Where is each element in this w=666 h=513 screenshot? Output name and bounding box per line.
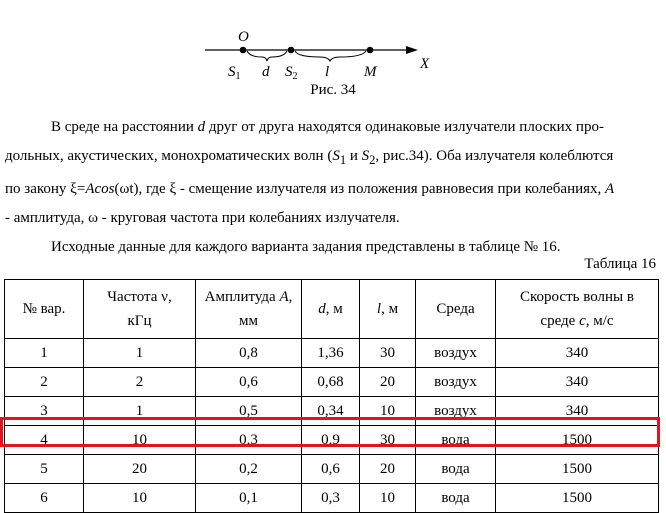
cell-frequency: 20	[84, 455, 196, 484]
header-variant: № вар.	[5, 280, 84, 339]
table-row-highlighted	[5, 426, 659, 455]
cell-amplitude: 0,1	[196, 484, 302, 513]
point-s2	[288, 47, 295, 54]
cell-speed: 340	[496, 339, 659, 368]
cell-variant: 4	[5, 426, 84, 455]
table-row	[5, 397, 659, 426]
d-brace	[247, 51, 287, 61]
para-line-3: по закону ξ=Acos(ωt), где ξ - смещение излучателя из положения равновесия при колебаниях, A	[5, 181, 615, 197]
cell-l: 10	[360, 484, 416, 513]
cell-medium: воздух	[416, 339, 496, 368]
point-m	[367, 47, 374, 54]
table-row	[5, 339, 659, 368]
table-row	[5, 484, 659, 513]
s2-label: $S_2$	[285, 64, 298, 82]
cell-speed: 1500	[496, 484, 659, 513]
cell-variant: 3	[5, 397, 84, 426]
cell-speed: 340	[496, 368, 659, 397]
cell-frequency: 1	[84, 397, 196, 426]
cell-amplitude: 0,2	[196, 455, 302, 484]
para-line-4: - амплитуда, ω - круговая частота при колебаниях излучателя.	[5, 210, 400, 226]
cell-variant: 2	[5, 368, 84, 397]
cell-l: 20	[360, 455, 416, 484]
header-frequency: Частота ν, кГц	[84, 280, 196, 339]
cell-d: 1,36	[302, 339, 360, 368]
header-d: d, м	[302, 280, 360, 339]
cell-amplitude: 0,6	[196, 368, 302, 397]
x-axis-arrow-icon	[406, 46, 418, 54]
cell-d: 0,9	[302, 426, 360, 455]
para-line-5: Исходные данные для каждого варианта задания представлены в таблице № 16.	[51, 239, 561, 255]
cell-variant: 6	[5, 484, 84, 513]
cell-medium: воздух	[416, 397, 496, 426]
m-label: M	[364, 64, 377, 80]
cell-frequency: 10	[84, 426, 196, 455]
point-s1	[240, 47, 247, 54]
cell-frequency: 10	[84, 484, 196, 513]
cell-amplitude: 0,5	[196, 397, 302, 426]
cell-d: 0,34	[302, 397, 360, 426]
cell-frequency: 2	[84, 368, 196, 397]
table-row	[5, 455, 659, 484]
data-table	[4, 279, 659, 513]
figure-caption: Рис. 34	[310, 82, 356, 98]
cell-frequency: 1	[84, 339, 196, 368]
header-amplitude: Амплитуда A, мм	[196, 280, 302, 339]
header-l: l, м	[360, 280, 416, 339]
axis-label: X	[420, 56, 430, 72]
l-label: l	[325, 64, 330, 80]
cell-medium: вода	[416, 426, 496, 455]
cell-amplitude: 0,8	[196, 339, 302, 368]
cell-speed: 1500	[496, 426, 659, 455]
cell-l: 20	[360, 368, 416, 397]
para-line-1: В среде на расстоянии d друг от друга находятся одинаковые излучатели плоских про-	[51, 119, 604, 135]
cell-speed: 340	[496, 397, 659, 426]
header-speed: Скорость волны в среде c, м/с	[496, 280, 659, 339]
cell-d: 0,68	[302, 368, 360, 397]
cell-medium: вода	[416, 484, 496, 513]
cell-speed: 1500	[496, 455, 659, 484]
origin-label: O	[238, 29, 249, 45]
table-row	[5, 368, 659, 397]
cell-l: 10	[360, 397, 416, 426]
cell-d: 0,6	[302, 455, 360, 484]
cell-variant: 1	[5, 339, 84, 368]
para-line-2: дольных, акустических, монохроматических волн ($S_1$ и $S_2$, рис.34). Оба излучателя колеблются	[5, 148, 614, 167]
table-title: Таблица 16	[584, 256, 656, 272]
d-label: d	[262, 64, 270, 80]
cell-medium: вода	[416, 455, 496, 484]
problem-paragraph	[5, 113, 655, 262]
l-brace	[295, 51, 366, 61]
header-medium: Среда	[416, 280, 496, 339]
cell-l: 30	[360, 339, 416, 368]
cell-l: 30	[360, 426, 416, 455]
cell-d: 0,3	[302, 484, 360, 513]
cell-amplitude: 0,3	[196, 426, 302, 455]
cell-medium: воздух	[416, 368, 496, 397]
s1-label: $S_1$	[228, 64, 241, 82]
cell-variant: 5	[5, 455, 84, 484]
table-header-row	[5, 280, 659, 339]
